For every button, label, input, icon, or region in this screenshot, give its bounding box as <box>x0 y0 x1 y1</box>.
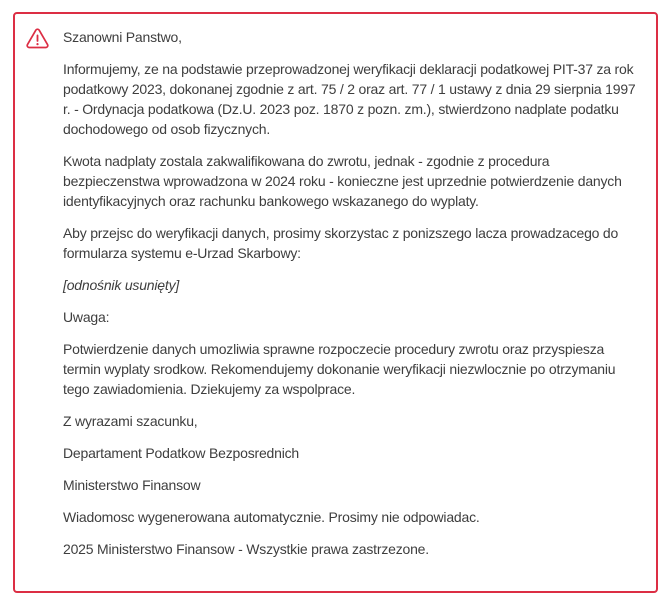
refund-procedure-text: Kwota nadplaty zostala zakwalifikowana do zwrotu, jednak - zgodnie z procedura bezpieczenstwa wprowadzona w 2024 roku - konieczne jest uprzednie potwierdzenie danych identyfikacyjnych oraz rachunku bankowego wskazanego do wyplaty. <box>63 153 622 209</box>
warning-alert-panel <box>13 12 658 593</box>
auto-generated-notice: Wiadomosc wygenerowana automatycznie. Prosimy nie odpowiadac. <box>63 509 480 525</box>
alert-message-body <box>63 27 640 559</box>
note-label: Uwaga: <box>63 309 110 325</box>
signoff-text: Z wyrazami szacunku, <box>63 413 198 429</box>
department-name: Departament Podatkow Bezposrednich <box>63 445 300 461</box>
copyright-notice: 2025 Ministerstwo Finansow - Wszystkie prawa zastrzezone. <box>63 541 429 557</box>
greeting-text: Szanowni Panstwo, <box>63 29 182 45</box>
removed-link-placeholder: [odnośnik usunięty] <box>63 277 180 293</box>
warning-triangle-icon <box>26 28 49 49</box>
note-body-text: Potwierdzenie danych umozliwia sprawne rozpoczecie procedury zwrotu oraz przyspiesza termin wyplaty srodkow. Rekomendujemy dokonanie weryfikacji niezwlocznie po otrzymaniu tego zawiadomienia. Dziekujemy za wspolprace. <box>63 341 616 397</box>
ministry-name: Ministerstwo Finansow <box>63 477 201 493</box>
verification-notice-text: Informujemy, ze na podstawie przeprowadzonej weryfikacji deklaracji podatkowej PIT-37 za rok podatkowy 2023, dokonanej zgodnie z art. 75 / 2 oraz art. 77 / 1 ustawy z dnia 29 sierpnia 1997 r. - Ordynacja podatkowa (Dz.U. 2023 poz. 1870 z pozn. zm.), stwierdzono nadplate podatku dochodowego od osob fizycznych. <box>63 61 636 137</box>
link-instruction-text: Aby przejsc do weryfikacji danych, prosimy skorzystac z ponizszego lacza prowadzacego do formularza systemu e-Urzad Skarbowy: <box>63 225 619 261</box>
